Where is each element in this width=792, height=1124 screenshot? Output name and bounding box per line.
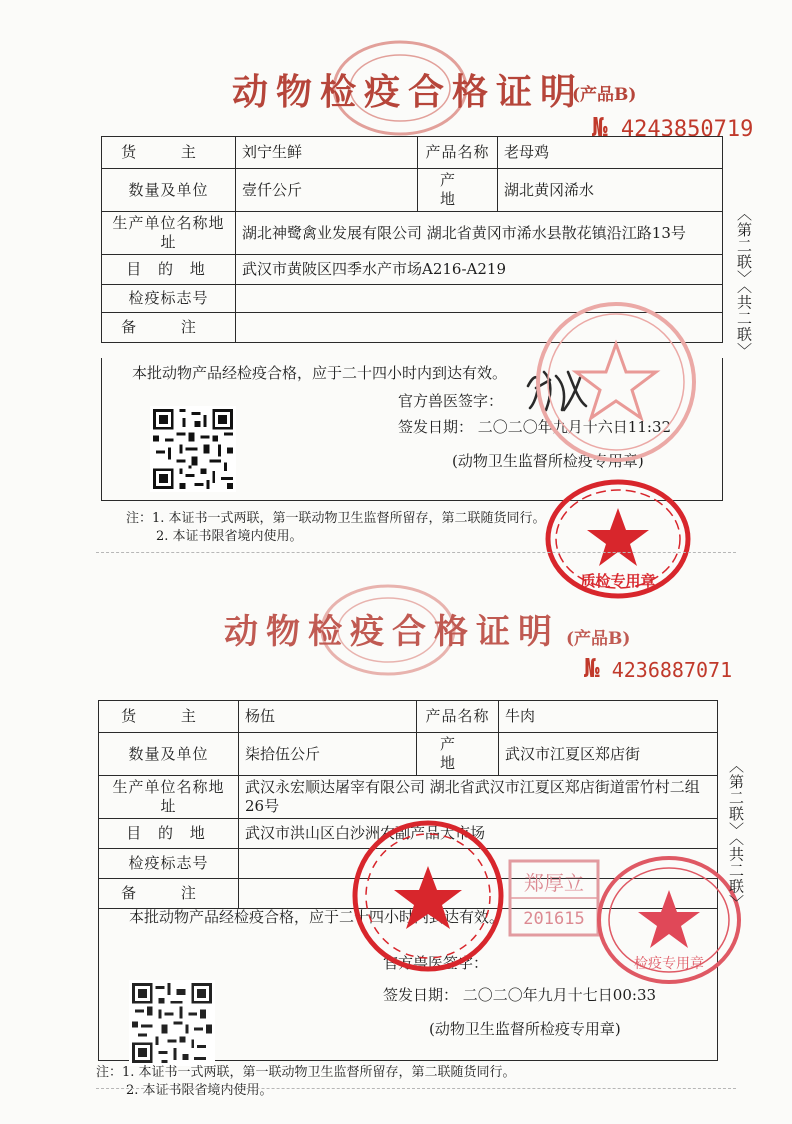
note-2: 2. 本证书限省境内使用。 [156, 529, 303, 544]
quantity-label: 数量及单位 [102, 169, 236, 212]
table-row [99, 701, 718, 733]
vet-name-seal [507, 858, 601, 938]
divider-line [96, 552, 736, 553]
producer-label: 生产单位名称地址 [102, 212, 236, 255]
table-row [99, 733, 718, 776]
table-row [102, 137, 723, 169]
producer-value: 武汉永宏顺达屠宰有限公司 湖北省武汉市江夏区郑店街道雷竹村二组26号 [239, 776, 718, 819]
vet-signature-label: 官方兽医签字： [383, 954, 489, 972]
certificate-subtitle: (产品B) [572, 85, 637, 105]
serial-value: 4243850719 [620, 117, 754, 142]
note-1: 注：1. 本证书一式两联，第一联动物卫生监督所留存，第二联随货同行。 [126, 511, 546, 526]
note-1: 注：1. 本证书一式两联，第一联动物卫生监督所留存，第二联随货同行。 [96, 1065, 516, 1080]
owner-value: 杨伍 [239, 701, 417, 733]
stamp-note: (动物卫生监督所检疫专用章) [429, 1020, 621, 1038]
product-name-label: 产品名称 [418, 137, 498, 169]
origin-label: 产 地 [418, 169, 498, 212]
product-name-value: 牛肉 [499, 701, 718, 733]
destination-value: 武汉市黄陂区四季水产市场A216-A219 [236, 255, 723, 285]
issue-date-line [383, 984, 656, 1005]
seal-label: 质检专用章 [580, 572, 656, 590]
vet-signature-label: 官方兽医签字： [398, 392, 504, 410]
table-row [102, 212, 723, 255]
quarantine-round-seal [595, 854, 743, 986]
validity-statement: 本批动物产品经检疫合格，应于二十四小时内到达有效。 [132, 364, 508, 382]
table-row [102, 169, 723, 212]
seal-vet-name: 郑厚立 [524, 871, 584, 895]
quantity-value: 柒拾伍公斤 [239, 733, 417, 776]
serial-value: 4236887071 [611, 658, 733, 682]
issue-date-value: 二〇二〇年九月十七日00:33 [462, 986, 657, 1004]
table-row [99, 776, 718, 819]
seal-stamp-label: 检疫专用章 [634, 956, 704, 972]
remarks-label: 备 注 [102, 313, 236, 343]
destination-label: 目 的 地 [99, 819, 239, 849]
bottom-divider-line [96, 1088, 736, 1089]
certificate-subtitle: (产品B) [566, 629, 631, 649]
owner-label: 货 主 [102, 137, 236, 169]
validity-statement: 本批动物产品经检疫合格，应于二十四小时内到达有效。 [129, 908, 505, 926]
certificate-notes [126, 510, 546, 546]
stamp-note: (动物卫生监督所检疫专用章) [452, 452, 644, 470]
destination-value: 武汉市洪山区白沙洲农副产品大市场 [239, 819, 718, 849]
remarks-label: 备 注 [99, 879, 239, 909]
copy-side-label: 〈第二联〉〈共二联〉 [727, 758, 745, 911]
owner-label: 货 主 [99, 701, 239, 733]
issue-date-value: 二〇二〇年九月十六日11:32 [477, 418, 672, 436]
producer-value: 湖北神鹭禽业发展有限公司 湖北省黄冈市浠水县散花镇沿江路13号 [236, 212, 723, 255]
certificate-notes [96, 1064, 516, 1100]
quantity-value: 壹仟公斤 [236, 169, 418, 212]
origin-value: 武汉市江夏区郑店街 [499, 733, 718, 776]
note-2: 2. 本证书限省境内使用。 [126, 1083, 273, 1098]
origin-value: 湖北黄冈浠水 [498, 169, 723, 212]
seal-vet-number: 201615 [523, 909, 585, 929]
certificate-title: 动物检疫合格证明 [232, 71, 585, 113]
serial-prefix: № [592, 113, 608, 143]
serial-prefix: № [584, 654, 600, 684]
quantity-label: 数量及单位 [99, 733, 239, 776]
certificate-2 [0, 570, 792, 1124]
qr-code [150, 406, 236, 492]
market-round-seal [350, 818, 506, 974]
serial-number [584, 654, 732, 684]
product-name-value: 老母鸡 [498, 137, 723, 169]
official-round-seal [532, 298, 700, 466]
producer-label: 生产单位名称地址 [99, 776, 239, 819]
destination-label: 目 的 地 [102, 255, 236, 285]
origin-label: 产 地 [417, 733, 499, 776]
certificate-title: 动物检疫合格证明 [224, 612, 560, 652]
quarantine-mark-label: 检疫标志号 [99, 849, 239, 879]
qr-code [129, 980, 215, 1066]
copy-side-label: 〈第二联〉〈共二联〉 [735, 206, 753, 359]
product-name-label: 产品名称 [417, 701, 499, 733]
issue-date-label: 签发日期： [398, 418, 474, 436]
quarantine-mark-label: 检疫标志号 [102, 285, 236, 313]
table-row [102, 255, 723, 285]
issue-date-label: 签发日期： [383, 986, 459, 1004]
owner-value: 刘宁生鲜 [236, 137, 418, 169]
